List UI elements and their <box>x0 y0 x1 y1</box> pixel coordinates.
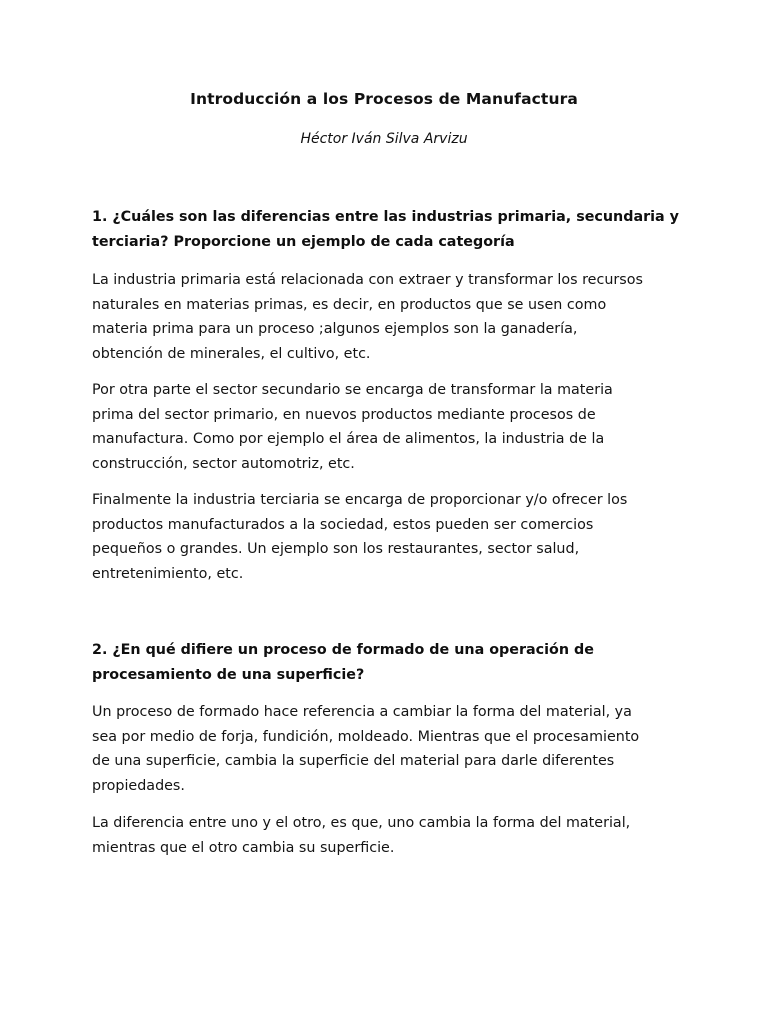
answer-2-paragraph-1 <box>92 700 692 798</box>
paragraph-line: mientras que el otro cambia su superficie. <box>92 839 395 856</box>
paragraph-line: La diferencia entre uno y el otro, es que, uno cambia la forma del material, <box>92 815 631 831</box>
paragraph-line: Un proceso de formado hace referencia a cambiar la forma del material, ya <box>92 704 632 720</box>
paragraph-line: pequeños o grandes. Un ejemplo son los restaurantes, sector salud, <box>92 541 580 557</box>
paragraph-line: La industria primaria está relacionada con extraer y transformar los recursos <box>92 272 643 288</box>
question-2-heading <box>92 638 692 687</box>
question-2-line: 2. ¿En qué difiere un proceso de formado de una operación de <box>92 642 594 658</box>
answer-1-paragraph-tertiary <box>92 488 692 586</box>
paragraph-line: materia prima para un proceso ;algunos ejemplos son la ganadería, <box>92 321 578 337</box>
paragraph-line: obtención de minerales, el cultivo, etc. <box>92 345 371 362</box>
paragraph-line: propiedades. <box>92 777 185 794</box>
answer-2-paragraph-2 <box>92 811 692 860</box>
paragraph-line: Por otra parte el sector secundario se encarga de transformar la materia <box>92 382 613 398</box>
paragraph-line: de una superficie, cambia la superficie del material para darle diferentes <box>92 753 615 769</box>
answer-1-paragraph-secondary <box>92 378 692 476</box>
paragraph-line: productos manufacturados a la sociedad, estos pueden ser comercios <box>92 516 594 533</box>
paragraph-line: manufactura. Como por ejemplo el área de alimentos, la industria de la <box>92 431 605 447</box>
paragraph-line: prima del sector primario, en nuevos productos mediante procesos de <box>92 406 596 423</box>
paragraph-line: construcción, sector automotriz, etc. <box>92 455 355 472</box>
question-2-line: procesamiento de una superficie? <box>92 666 365 683</box>
document-author: Héctor Iván Silva Arvizu <box>300 131 468 147</box>
paragraph-line: Finalmente la industria terciaria se encarga de proporcionar y/o ofrecer los <box>92 492 628 508</box>
question-1-heading <box>92 205 692 254</box>
answer-1-paragraph-primary <box>92 268 692 366</box>
paragraph-line: naturales en materias primas, es decir, en productos que se usen como <box>92 296 607 313</box>
question-1-line: 1. ¿Cuáles son las diferencias entre las industrias primaria, secundaria y <box>92 209 680 225</box>
question-1-line: terciaria? Proporcione un ejemplo de cada categoría <box>92 233 515 250</box>
document-title: Introducción a los Procesos de Manufactura <box>190 90 578 108</box>
paragraph-line: sea por medio de forja, fundición, moldeado. Mientras que el procesamiento <box>92 728 640 745</box>
paragraph-line: entretenimiento, etc. <box>92 565 244 582</box>
